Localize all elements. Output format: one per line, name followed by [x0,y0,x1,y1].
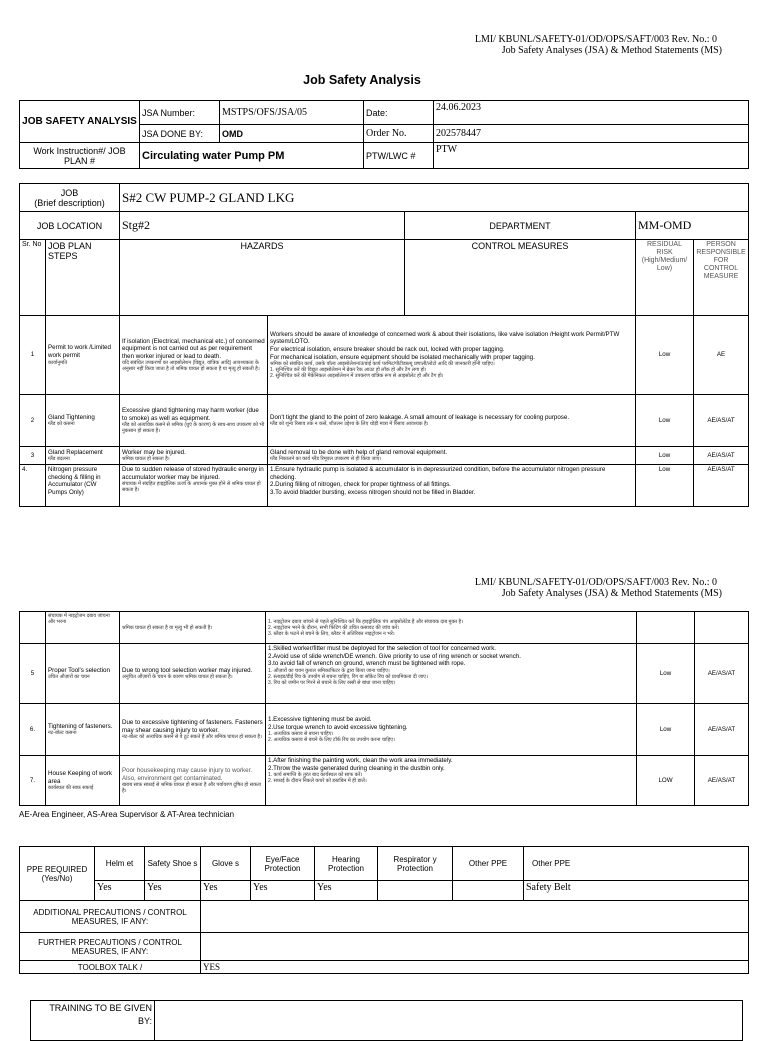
row-control [268,447,636,465]
col-steps: JOB PLAN STEPS [46,240,120,316]
toolbox-talk-value: YES [201,961,749,974]
ppe-head-shoes: Safety Shoe s [145,847,201,881]
table-row [20,447,749,465]
row-control-hi: ग्लैंड को शून्य रिसाव तक न कसें, शीतलन उद्देश्य के लिए थोड़ी मात्रा में रिसाव आवश्यक है। [270,421,429,428]
row-step-hi: उचित औज़ारों का चयन [48,674,90,681]
row-step [46,704,120,756]
row-sr: 5 [20,644,46,704]
ppe-label: PPE REQUIRED (Yes/No) [20,847,95,901]
jsa-number-value: MSTPS/OFS/JSA/05 [220,101,364,125]
row-person: AE/AS/AT [694,395,749,447]
legend-note: AE-Area Engineer, AS-Area Supervisor & AT-Area technician [19,810,235,819]
ppe-val-eye: Yes [251,881,315,901]
doc-ref-line: LMI/ KBUNL/SAFETY-01/OD/OPS/SAFT/003 Rev. No.: 0 [474,34,717,45]
training-label: TRAINING TO BE GIVEN BY: [31,1001,155,1041]
row-control [266,644,637,704]
order-value: 202578447 [434,125,749,143]
table-row [20,395,749,447]
row-control-en: Workers should be aware of knowledge of concerned work & about their isolations, like valve isolation /Height work Permit/PTW system/LOTO. For electrical isolation, ensure breaker should be rack out, locked with proper tagging. For mechanical isolation, ensure equipment should be isolated mechanically with proper tagging. [270,330,620,361]
row-risk: Low [637,704,695,756]
ppe-head-eye: Eye/Face Protection [251,847,315,881]
row-risk: Low [636,316,694,395]
table-row [20,704,749,756]
table-row [20,644,749,704]
jsa-number-label: JSA Number: [140,101,220,125]
table-row [20,612,749,644]
row-hazard-hi: श्रमिक घायल हो सकता है या मृत्यु भी हो सकती है। [120,612,266,644]
row-step-hi: संचायक में नाइट्रोजन दबाव जांचना और भरना [46,612,120,644]
ppe-head-gloves: Glove s [201,847,251,881]
row-control [266,756,637,806]
ppe-table [19,846,749,974]
row-hazard [120,756,266,806]
row-step-en: Tightening of fasteners. [48,722,113,730]
row-step-hi: ग्लैंड को कसना [48,421,75,428]
col-control: CONTROL MEASURES [405,240,636,316]
row-risk: Low [637,644,695,704]
row-hazard-hi: ग्लैंड को अत्यधिक कसने से श्रमिक (धुएं के कारण) के साथ-साथ उपकरण को भी नुकसान हो सकता है। [122,422,265,435]
table-row [20,316,749,395]
row-control [266,704,637,756]
row-control-hi: ग्लैंड निकालने का कार्य ग्लैंड रिमूवल उपकरण से ही किया जाए। [270,456,382,463]
row-sr: 4. [20,465,46,507]
row-step [46,316,120,395]
ppe-head-other: Other PPE [453,847,524,881]
location-label: JOB LOCATION [20,212,120,240]
row-step-en: Permit to work /Limited work permit [48,344,111,359]
row-hazard-en: If isolation (Electrical, mechanical etc.) of concerned equipment is not carried out as per requirement then worker injured or lead to death. [122,337,265,360]
training-value [155,1001,743,1041]
training-table [30,1000,743,1041]
row-person: AE/AS/AT [694,465,749,507]
row-hazard [120,704,266,756]
page-title: Job Safety Analysis [303,73,421,87]
done-by-value: OMD [220,125,364,143]
row-step [46,756,120,806]
additional-precautions-value [201,901,749,933]
col-hazards: HAZARDS [120,240,405,316]
row-sr: 2 [20,395,46,447]
row-risk: Low [636,465,694,507]
row-person: AE/AS/AT [695,644,749,704]
doc-sub-line: Job Safety Analyses (JSA) & Method Statements (MS) [501,45,722,56]
row-step [46,395,120,447]
row-step-en: House Keeping of work area [48,769,112,785]
additional-precautions-label: ADDITIONAL PRECAUTIONS / CONTROL MEASURES, IF ANY: [20,901,201,933]
row-person: AE/AS/AT [695,704,749,756]
row-step [46,644,120,704]
jsa-info-table [19,100,749,169]
row-risk [637,612,695,644]
row-sr [20,612,46,644]
row-risk: Low [636,395,694,447]
row-step-hi: कार्यस्थल की साफ़ सफ़ाई [48,785,94,792]
location-value: Stg#2 [120,212,405,240]
col-person: PERSON RESPONSIBLE FOR CONTROL MEASURE [694,240,749,316]
row-hazard [120,316,268,395]
done-by-label: JSA DONE BY: [140,125,220,143]
row-control-en: 1.Excessive tightening must be avoid. 2.Use torque wrench to avoid excessive tightening. [268,715,408,731]
row-control-en: Don't tight the gland to the point of zero leakage. A small amount of leakage is necessary for cooling purpose. [270,413,570,421]
toolbox-talk-label: TOOLBOX TALK / [20,961,201,974]
department-label: DEPARTMENT [405,212,636,240]
work-instruction-value: Circulating water Pump PM [140,143,364,169]
row-control-hi: 1. कार्य समाप्ति के तुरंत बाद कार्यस्थल को साफ करें। 2. सफ़ाई के दौरान निकले कचरे को डस्टबिन में ही डालें। [268,772,367,785]
ptw-label: PTW/LWC # [364,143,434,169]
row-control-en: 1.After finishing the painting work, clean the work area immediately. 2.Throw the waste generated during cleaning in the dustbin only. [268,757,453,772]
row-step: Nitrogen pressure checking & filling in Accumulator (CW Pumps Only) [46,465,120,507]
row-hazard [120,465,268,507]
row-step-hi: कार्यानुमति [48,359,68,366]
row-hazard-en: Worker may be injured. [122,448,186,456]
row-hazard-hi: अनुचित औज़ारों के चयन के कारण श्रमिक घायल हो सकता है। [122,674,233,681]
row-hazard-hi: यदि संबंधित उपकरणों का आइसोलेशन (विद्युत, यांत्रिक आदि) आवश्यकता के अनुसार नहीं किया जाता है तो श्रमिक घायल हो सकता है या मृत्यु हो सकती है। [122,360,260,373]
job-table-continued [19,611,749,806]
row-control-hi: 1. नाइट्रोजन दबाव जांचने से पहले सुनिश्चित करें कि हाइड्रोलिक पंप आइसोलेटेड है और संचायक दाब मुक्त है। 2. नाइट्रोजन भरने के दौरान, सभी फिटिंग की उचित कसावट की जांच करें। 3. ब्लैडर के फटने से बचने के लिए, ब्लैडर में अतिरिक्त नाइट्रोजन न भरें। [266,612,637,644]
work-instruction-label: Work Instruction#/ JOB PLAN # [20,143,140,169]
row-person: AE/AS/AT [695,756,749,806]
row-sr: 7. [20,756,46,806]
row-sr: 3 [20,447,46,465]
row-control [268,316,636,395]
row-hazard-hi: श्रमिक घायल हो सकता है। [122,456,170,463]
doc-sub-line-2: Job Safety Analyses (JSA) & Method Statements (MS) [501,588,722,599]
job-table [19,183,749,507]
ppe-head-helmet: Helm et [95,847,145,881]
row-control-hi: श्रमिक को संबंधित कार्य, उसके वॉल्व आइसोलेशन/ऊंचाई कार्य परमिट/पीटीडब्ल्यू प्रणाली/लोटो आदि की जानकारी होनी चाहिए। 1. सुनिश्चित करें की विद्युत आइसोलेशन में ब्रेकर रैक आउट हो लॉक हो और टैग लगा हो। 2. सुनिश्चित करें की मैकेनिकल आइसोलेशन में उपकरण यांत्रिक रूप से आइसोलेट हो और टैग हो। [270,361,495,380]
row-hazard-en: Due to wrong tool selection worker may injured. [122,666,253,674]
row-control-hi: 1. अत्यधिक कसाव से बचना चाहिए। 2. अत्यधिक कसाव से बचने के लिए टॉर्क रिंच का उपयोग करना चाहिए। [268,731,395,744]
further-precautions-label: FURTHER PRECAUTIONS / CONTROL MEASURES, IF ANY: [20,933,201,961]
table-row [20,756,749,806]
date-label: Date: [364,101,434,125]
row-step-en: Gland Tightening [48,413,95,421]
row-hazard-en: Due to sudden release of stored hydraulic energy in accumulator worker may be injured. [122,466,264,481]
ppe-head-respirator: Respirator y Protection [378,847,453,881]
row-sr: 1 [20,316,46,395]
ppe-head-hearing: Hearing Protection [315,847,378,881]
row-step-en: Gland Replacement [48,448,103,456]
row-hazard-hi: खराब साफ़ सफ़ाई से श्रमिक घायल हो सकता है और पर्यावरण दूषित हो सकता है। [122,782,262,795]
ppe-val-gloves: Yes [201,881,251,901]
ppe-val-other [453,881,524,901]
col-sr: Sr. No [20,240,46,316]
job-sub-label: (Brief description) [34,197,105,208]
row-hazard-en: Poor housekeeping may cause injury to worker. Also, environment get contaminated. [122,766,253,782]
further-precautions-value [201,933,749,961]
ppe-val-respirator [378,881,453,901]
row-control-en: 1.Skilled worker/fitter must be deployed for the selection of tool for concerned work. 2.Avoid use of slide wrench/DE wrench. Give priority to use of ring wrench or socket wrench. 3.to avoid fall of wrench on ground, wrench must be tightened with rope. [268,645,521,668]
row-person: AE/AS/AT [694,447,749,465]
row-control [268,395,636,447]
jsa-label: JOB SAFETY ANALYSIS [20,101,140,143]
row-risk: LOW [637,756,695,806]
row-hazard-en: Excessive gland tightening may harm worker (due to smoke) as well as equipment. [122,406,259,422]
job-value: S#2 CW PUMP-2 GLAND LKG [120,184,749,212]
ptw-value: PTW [434,143,749,169]
row-control: 1.Ensure hydraulic pump is isolated & accumulator is in depressurized condition, before the accumulator nitrogen pressure checking. 2.During filling of nitrogen, check for proper tightness of all fittings. 3.To avoid bladder bursting, excess nitrogen should not be filled in Bladder. [268,465,636,507]
job-label: JOB [60,187,79,198]
row-person: AE [694,316,749,395]
row-hazard-hi: नट-बोल्ट को अत्यधिक कसने से वे टूट सकते हैं और श्रमिक घायल हो सकता है। [122,734,262,741]
ppe-val-helmet: Yes [95,881,145,901]
row-step-hi: ग्लैंड बदलना [48,456,70,463]
date-value: 24.06.2023 [434,101,749,125]
doc-ref-line-2: LMI/ KBUNL/SAFETY-01/OD/OPS/SAFT/003 Rev. No.: 0 [474,577,717,588]
row-control-hi: 1. औज़ारों का चयन कुशल श्रमिक/फिटर के द्वारा किया जाना चाहिए। 2. स्लाइड/डीई रिंच के उपयोग से बचना चाहिए, रिंग या सॉकेट रिंच को प्राथमिकता दी जाए। 3. रिंच को जमीन पर गिरने से बचाने के लिए रस्सी से बांधा जाना चाहिए। [268,667,428,686]
row-hazard-hi: संचायक में संग्रहित हाइड्रोलिक ऊर्जा के अचानक मुक्त होने से श्रमिक घायल हो सकता है। [122,481,261,494]
row-hazard [120,395,268,447]
row-step-hi: नट-बोल्ट कसना [48,730,77,737]
ppe-val-hearing: Yes [315,881,378,901]
table-row [20,465,749,507]
row-hazard-en: Due to excessive tightening of fasteners. Fasteners may shear causing injury to worker. [122,718,263,734]
ppe-head-other-2: Other PPE [524,847,749,881]
row-step-en: Proper Tool's selection [48,666,110,674]
order-label: Order No. [364,125,434,143]
row-sr: 6. [20,704,46,756]
job-label-cell [20,184,120,212]
row-step [46,447,120,465]
ppe-val-other-2: Safety Belt [524,881,749,901]
department-value: MM-OMD [636,212,749,240]
row-control-en: Gland removal to be done with help of gland removal equipment. [270,448,448,456]
row-hazard [120,447,268,465]
col-risk: RESIDUAL RISK (High/Medium/ Low) [636,240,694,316]
row-hazard [120,644,266,704]
row-person [695,612,749,644]
ppe-val-shoes: Yes [145,881,201,901]
row-risk: Low [636,447,694,465]
